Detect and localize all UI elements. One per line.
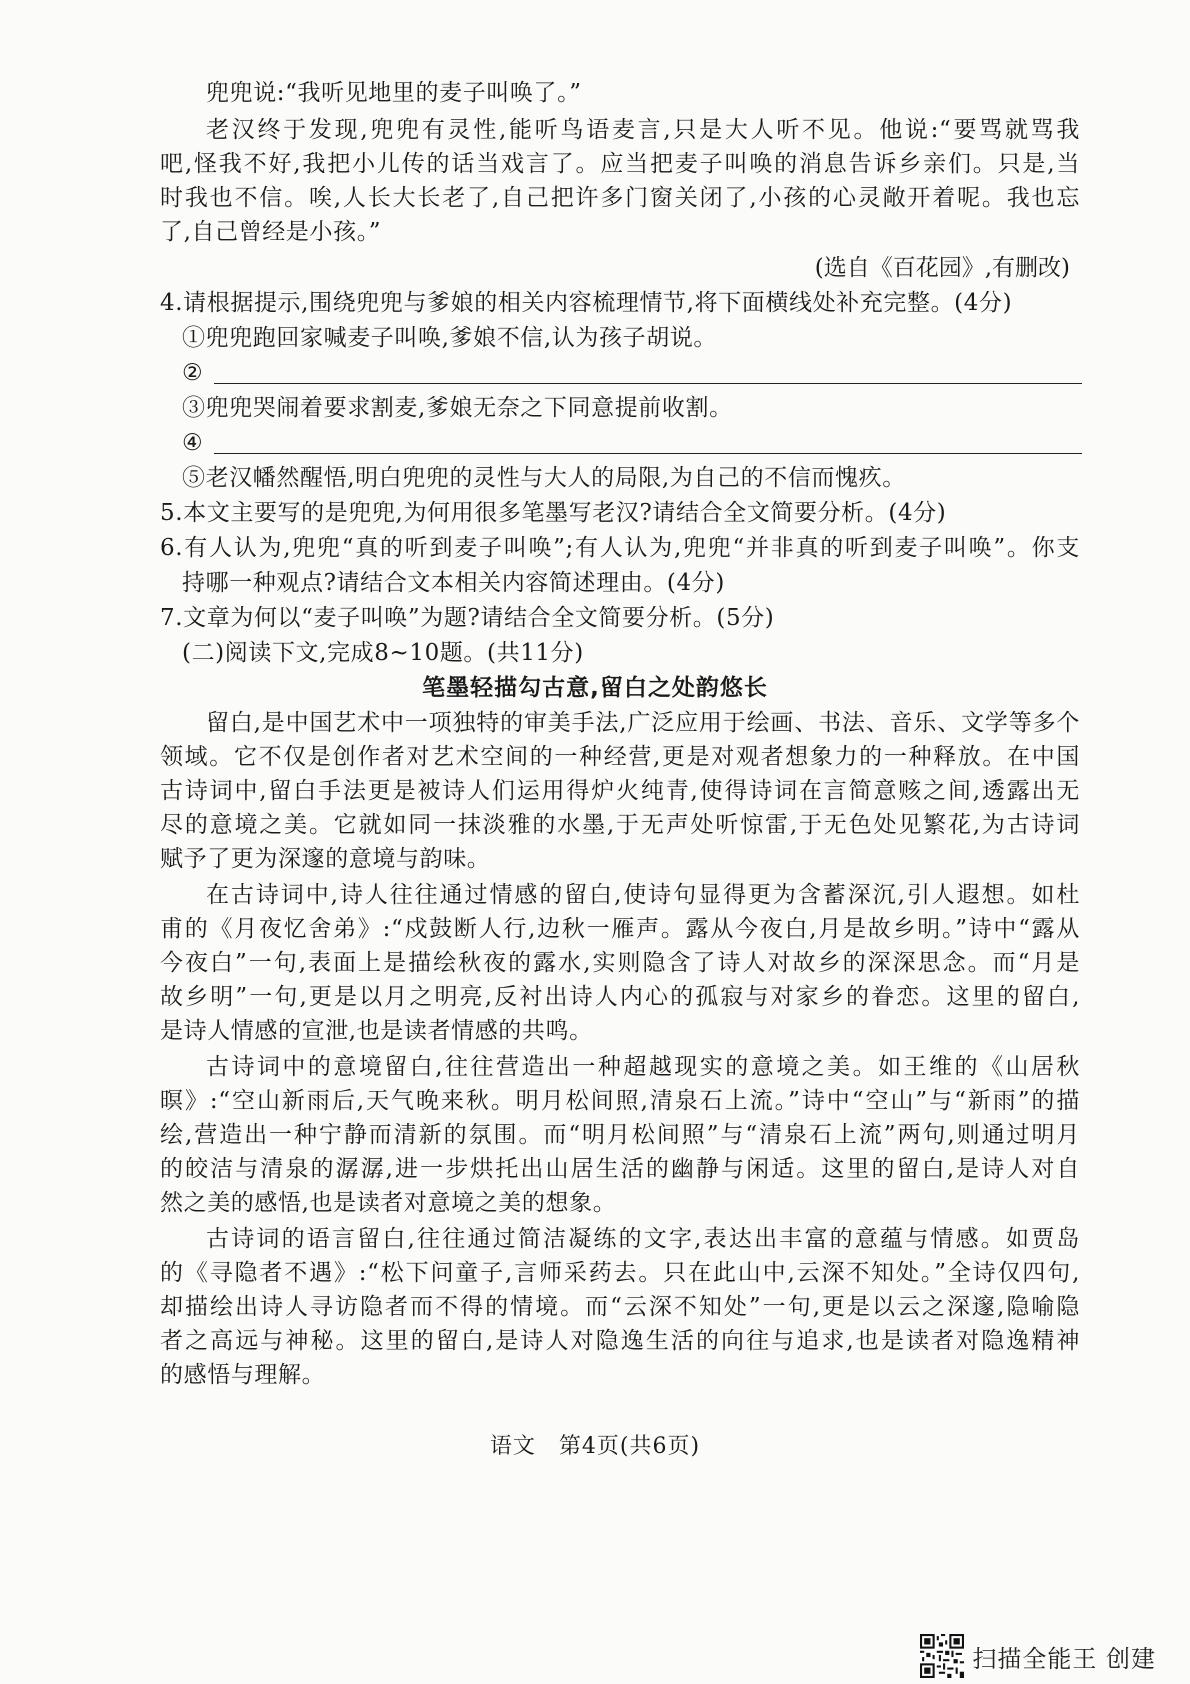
q4-item-3: ③兜兜哭闹着要求割麦,爹娘无奈之下同意提前收割。 [182,395,733,421]
article-line: 的感悟与理解。 [160,1362,326,1388]
article-line: 留白,是中国艺术中一项独特的审美手法,广泛应用于绘画、书法、音乐、文学等多个 [206,710,1080,736]
article-line: 者之高远与神秘。这里的留白,是诗人对隐逸生活的向往与追求,也是读者对隐逸精神 [160,1328,1080,1354]
article-title: 笔墨轻描勾古意,留白之处韵悠长 [422,675,768,701]
article-line: 是诗人情感的宣泄,也是读者情感的共鸣。 [160,1018,593,1044]
story-line: 了,自己曾经是小孩。” [160,219,382,245]
article-line: 甫的《月夜忆舍弟》:“戍鼓断人行,边秋一雁声。露从今夜白,月是故乡明。”诗中“露从 [160,916,1080,942]
question-5: 5.本文主要写的是兜兜,为何用很多笔墨写老汉?请结合全文简要分析。(4分) [160,500,947,526]
question-7: 7.文章为何以“麦子叫唤”为题?请结合全文简要分析。(5分) [160,605,775,631]
q4-blank-2[interactable] [182,358,1082,388]
article-line: 领域。它不仅是创作者对艺术空间的一种经营,更是对观者想象力的一种释放。在中国 [160,744,1080,770]
article-line: 却描绘出诗人寻访隐者而不得的情境。而“云深不知处”一句,更是以云之深邃,隐喻隐 [160,1294,1080,1320]
answer-line [214,383,1082,384]
answer-line [214,453,1082,454]
article-line: 古诗词中,留白手法更是被诗人们运用得炉火纯青,使得诗词在言简意赅之间,透露出无 [160,778,1080,804]
article-line: 的皎洁与清泉的潺潺,进一步烘托出山居生活的幽静与闲适。这里的留白,是诗人对自 [160,1156,1080,1182]
q4-item-2-number: ② [182,360,203,386]
q4-blank-4[interactable] [182,428,1082,458]
story-line: 吧,怪我不好,我把小儿传的话当戏言了。应当把麦子叫唤的消息告诉乡亲们。只是,当 [160,151,1080,177]
question-4: 4.请根据提示,围绕兜兜与爹娘的相关内容梳理情节,将下面横线处补充完整。(4分) [160,290,1013,316]
article-line: 赋予了更为深邃的意境与韵味。 [160,846,491,872]
story-line: 兜兜说:“我听见地里的麦子叫唤了。” [206,80,582,106]
article-line: 暝》:“空山新雨后,天气晚来秋。明月松间照,清泉石上流。”诗中“空山”与“新雨”的描 [160,1088,1080,1114]
q4-item-4-number: ④ [182,430,203,456]
scanner-app-label: 扫描全能王 创建 [972,1644,1156,1673]
article-line: 的《寻隐者不遇》:“松下问童子,言师采药去。只在此山中,云深不知处。”全诗仅四句, [160,1260,1080,1286]
question-6-line-2: 持哪一种观点?请结合文本相关内容简述理由。(4分) [182,570,725,596]
story-line: 时我也不信。唉,人长大长老了,自己把许多门窗关闭了,小孩的心灵敞开着呢。我也忘 [160,185,1080,211]
question-6-line-1: 6.有人认为,兜兜“真的听到麦子叫唤”;有人认为,兜兜“并非真的听到麦子叫唤”。你支 [160,535,1080,561]
qr-code-icon [920,1634,964,1678]
article-line: 在古诗词中,诗人往往通过情感的留白,使诗句显得更为含蓄深沉,引人遐想。如杜 [206,882,1080,908]
article-line: 尽的意境之美。它就如同一抹淡雅的水墨,于无声处听惊雷,于无色处见繁花,为古诗词 [160,812,1080,838]
page-footer: 语文 第4页(共6页) [489,1434,701,1459]
section-2-intro: (二)阅读下文,完成8~10题。(共11分) [182,640,584,666]
article-line: 古诗词中的意境留白,往往营造出一种超越现实的意境之美。如王维的《山居秋 [206,1054,1080,1080]
source-citation: (选自《百花园》,有删改) [814,255,1070,281]
story-line: 老汉终于发现,兜兜有灵性,能听鸟语麦言,只是大人听不见。他说:“要骂就骂我 [206,117,1080,143]
article-line: 今夜白”一句,表面上是描绘秋夜的露水,实则隐含了诗人对故乡的深深思念。而“月是 [160,950,1080,976]
article-line: 古诗词的语言留白,往往通过简洁凝练的文字,表达出丰富的意蕴与情感。如贾岛 [206,1226,1080,1252]
q4-item-1: ①兜兜跑回家喊麦子叫唤,爹娘不信,认为孩子胡说。 [182,325,718,351]
article-line: 故乡明”一句,更是以月之明亮,反衬出诗人内心的孤寂与对家乡的眷恋。这里的留白, [160,984,1080,1010]
scanner-watermark [920,1634,1156,1678]
q4-item-5: ⑤老汉幡然醒悟,明白兜兜的灵性与大人的局限,为自己的不信而愧疚。 [182,465,906,491]
article-line: 绘,营造出一种宁静而清新的氛围。而“明月松间照”与“清泉石上流”两句,则通过明月 [160,1122,1080,1148]
article-line: 然之美的感悟,也是读者对意境之美的想象。 [160,1190,617,1216]
